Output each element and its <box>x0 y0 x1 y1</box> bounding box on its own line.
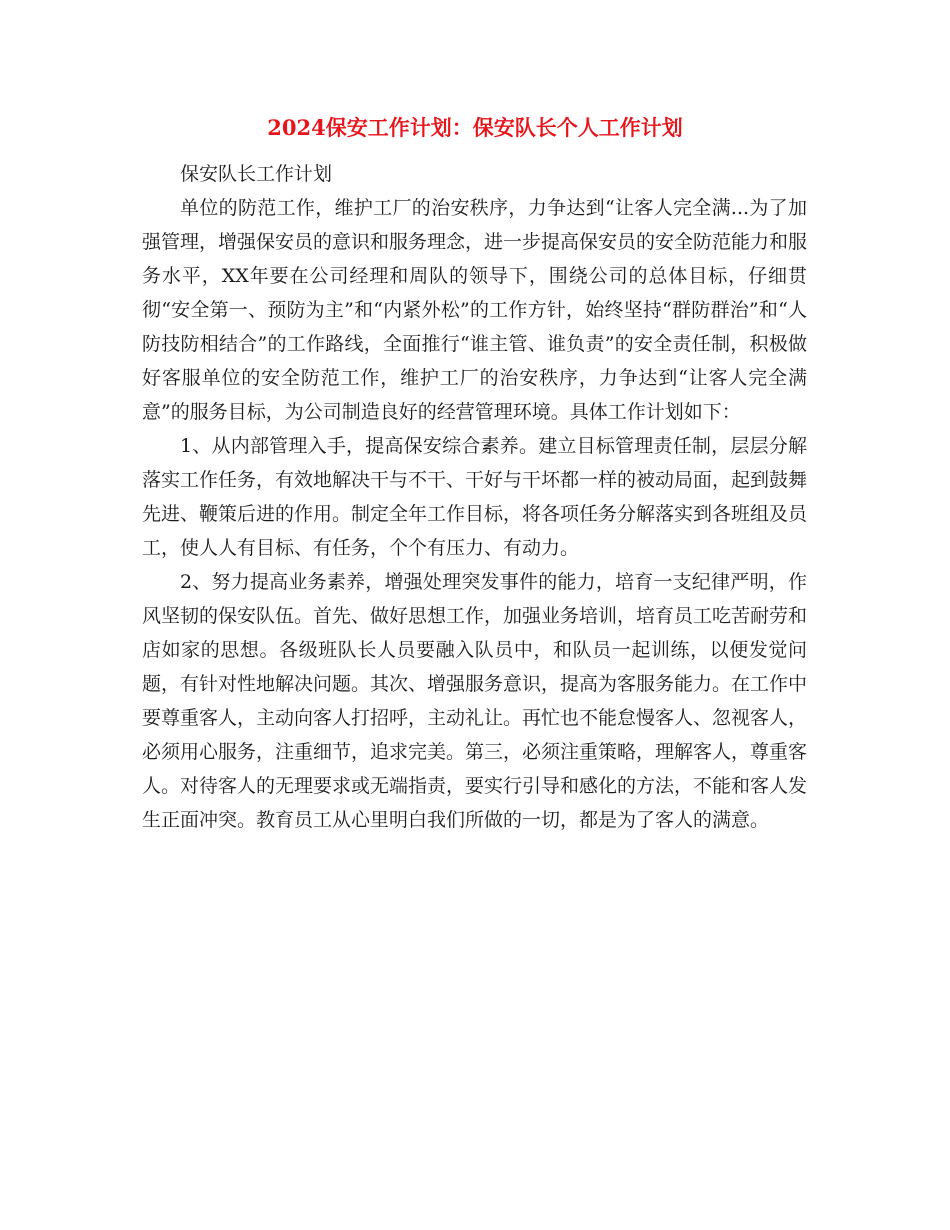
document-body <box>142 157 807 837</box>
paragraph-item-2: 2、努力提高业务素养，增强处理突发事件的能力，培育一支纪律严明，作风坚韧的保安队伍。首先、做好思想工作，加强业务培训，培育员工吃苦耐劳和店如家的思想。各级班队长人员要融入队员中，和队员一起训练，以便发觉问题，有针对性地解决问题。其次、增强服务意识，提高为客服务能力。在工作中要尊重客人，主动向客人打招呼，主动礼让。再忙也不能怠慢客人、忽视客人，必须用心服务，注重细节，追求完美。第三，必须注重策略，理解客人，尊重客人。对待客人的无理要求或无端指责，要实行引导和感化的方法，不能和客人发生正面冲突。教育员工从心里明白我们所做的一切，都是为了客人的满意。 <box>142 571 808 831</box>
document-subtitle: 保安队长工作计划 <box>180 163 333 185</box>
paragraph-item-1: 1、从内部管理入手，提高保安综合素养。建立目标管理责任制，层层分解落实工作任务，有效地解决干与不干、干好与干坏都一样的被动局面，起到鼓舞先进、鞭策后进的作用。制定全年工作目标，将各项任务分解落实到各班组及员工，使人人有目标、有任务，个个有压力、有动力。 <box>142 435 808 559</box>
paragraph-intro: 单位的防范工作，维护工厂的治安秩序，力争达到“让客人完全满...为了加强管理，增强保安员的意识和服务理念，进一步提高保安员的安全防范能力和服务水平，XX年要在公司经理和周队的领导下，围绕公司的总体目标，仔细贯彻“安全第一、预防为主”和“内紧外松”的工作方针，始终坚持“群防群治”和“人防技防相结合”的工作路线，全面推行“谁主管、谁负责”的安全责任制，积极做好客服单位的安全防范工作，维护工厂的治安秩序，力争达到“让客人完全满意”的服务目标，为公司制造良好的经营管理环境。具体工作计划如下： <box>142 197 808 423</box>
document-title: 2024保安工作计划：保安队长个人工作计划 <box>267 115 683 140</box>
